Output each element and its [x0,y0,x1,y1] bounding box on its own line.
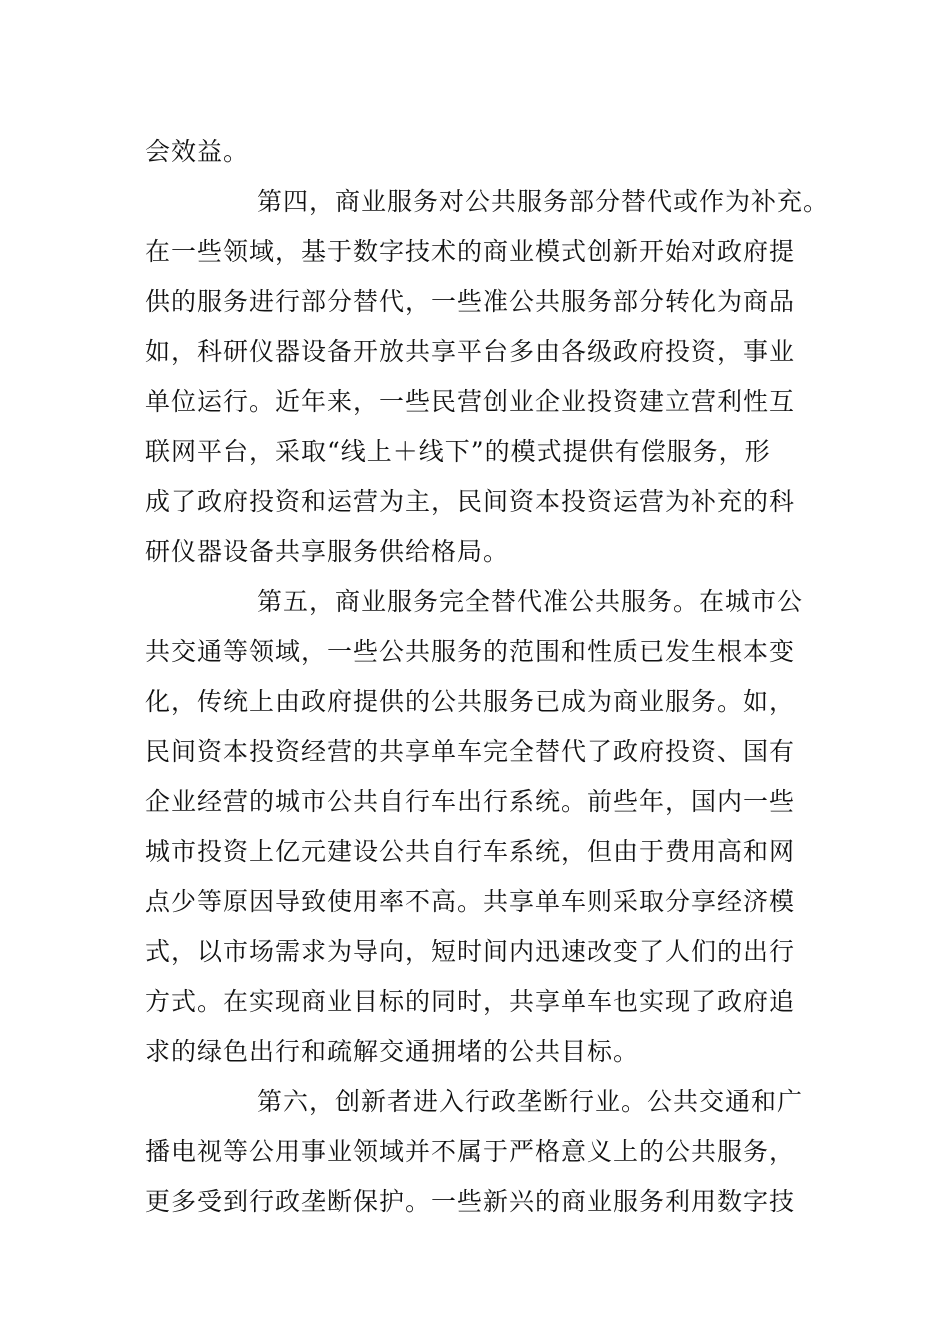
text-line: 更多受到行政垄断保护。一些新兴的商业服务利用数字技 [145,1187,796,1216]
text-line: 供的服务进行部分替代，一些准公共服务部分转化为商品 [145,287,796,316]
text-line: 企业经营的城市公共自行车出行系统。前些年，国内一些 [145,787,796,816]
text-line: 化，传统上由政府提供的公共服务已成为商业服务。如， [145,687,796,716]
text-line: 如，科研仪器设备开放共享平台多由各级政府投资，事业 [145,337,796,366]
paragraph-start-line: 第五，商业服务完全替代准公共服务。在城市公 [257,587,804,616]
text-line: 联网平台，采取“线上＋线下”的模式提供有偿服务，形 [145,437,771,466]
text-line: 方式。在实现商业目标的同时，共享单车也实现了政府追 [145,987,796,1016]
paragraph-start-line: 第四，商业服务对公共服务部分替代或作为补充。 [257,187,830,216]
text-line: 式，以市场需求为导向，短时间内迅速改变了人们的出行 [145,937,796,966]
text-line: 求的绿色出行和疏解交通拥堵的公共目标。 [145,1037,640,1066]
text-line: 单位运行。近年来，一些民营创业企业投资建立营利性互 [145,387,796,416]
text-line: 播电视等公用事业领域并不属于严格意义上的公共服务， [145,1137,796,1166]
text-line: 成了政府投资和运营为主，民间资本投资运营为补充的科 [145,487,796,516]
text-line: 在一些领域，基于数字技术的商业模式创新开始对政府提 [145,237,796,266]
text-line: 会效益。 [145,137,250,166]
text-line: 民间资本投资经营的共享单车完全替代了政府投资、国有 [145,737,796,766]
paragraph-start-line: 第六，创新者进入行政垄断行业。公共交通和广 [257,1087,804,1116]
text-line: 共交通等领域，一些公共服务的范围和性质已发生根本变 [145,637,796,666]
text-line: 点少等原因导致使用率不高。共享单车则采取分享经济模 [145,887,796,916]
text-line: 研仪器设备共享服务供给格局。 [145,537,510,566]
text-line: 城市投资上亿元建设公共自行车系统，但由于费用高和网 [145,837,796,866]
